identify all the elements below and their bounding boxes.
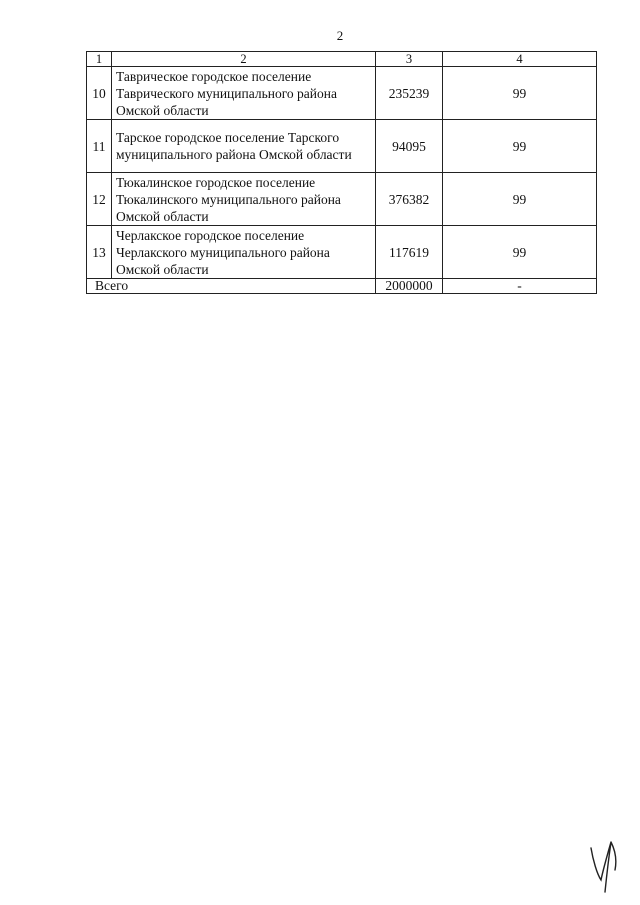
percent-cell: 99 — [443, 226, 597, 279]
total-percent: - — [443, 279, 597, 294]
settlement-name: Таврическое городское поселение Таврического муниципального района Омской области — [112, 67, 376, 120]
page-number: 2 — [336, 28, 344, 43]
table-row — [87, 226, 597, 279]
column-header-1: 1 — [87, 52, 112, 67]
percent-cell: 99 — [443, 173, 597, 226]
row-number: 10 — [87, 67, 112, 120]
column-header-3: 3 — [376, 52, 443, 67]
amount-cell: 117619 — [376, 226, 443, 279]
amount-cell: 376382 — [376, 173, 443, 226]
table-row — [87, 120, 597, 173]
total-row — [87, 279, 597, 294]
amount-cell: 94095 — [376, 120, 443, 173]
percent-cell: 99 — [443, 67, 597, 120]
table-row — [87, 67, 597, 120]
handwritten-signature — [585, 830, 625, 895]
settlement-name: Черлакское городское поселение Черлакского муниципального района Омской области — [112, 226, 376, 279]
table-header-row — [87, 52, 597, 67]
table-row — [87, 173, 597, 226]
total-label: Всего — [87, 279, 376, 294]
row-number: 12 — [87, 173, 112, 226]
percent-cell: 99 — [443, 120, 597, 173]
row-number: 13 — [87, 226, 112, 279]
total-amount: 2000000 — [376, 279, 443, 294]
column-header-4: 4 — [443, 52, 597, 67]
allocation-table — [86, 51, 597, 294]
amount-cell: 235239 — [376, 67, 443, 120]
row-number: 11 — [87, 120, 112, 173]
settlement-name: Тарское городское поселение Тарского муниципального района Омской области — [112, 120, 376, 173]
column-header-2: 2 — [112, 52, 376, 67]
settlement-name: Тюкалинское городское поселение Тюкалинского муниципального района Омской области — [112, 173, 376, 226]
